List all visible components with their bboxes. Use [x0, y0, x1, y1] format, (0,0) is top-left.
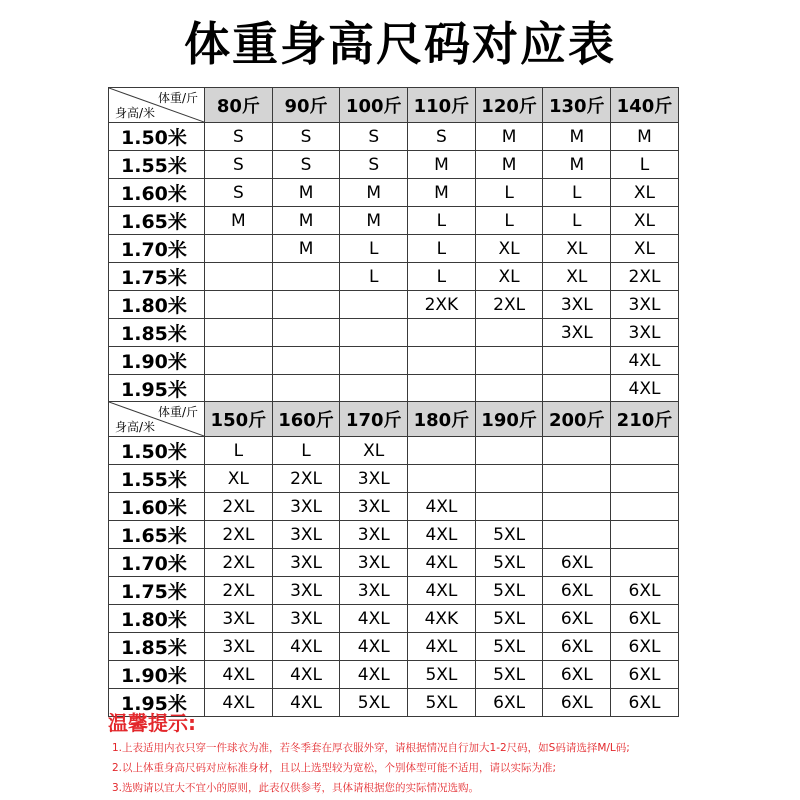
tips-list — [112, 738, 792, 798]
size-cell — [272, 347, 340, 375]
size-cell — [272, 263, 340, 291]
size-cell — [272, 319, 340, 347]
weight-header: 200斤 — [543, 402, 611, 437]
size-cell — [408, 347, 476, 375]
size-cell — [340, 347, 408, 375]
size-cell: 3XL — [205, 605, 273, 633]
size-cell: 2XL — [205, 549, 273, 577]
table-row — [109, 661, 679, 689]
size-cell — [475, 465, 543, 493]
size-cell: XL — [611, 179, 679, 207]
size-cell: 3XL — [340, 521, 408, 549]
size-cell: XL — [543, 263, 611, 291]
tip-line: 1.上表适用内衣只穿一件球衣为准，若冬季套在厚衣服外穿，请根据情况自行加大1-2尺码，如S码请选择M/L码; — [112, 742, 630, 754]
corner-weight-label: 体重/斤 — [157, 405, 198, 419]
size-cell: M — [205, 207, 273, 235]
size-cell: 4XL — [272, 689, 340, 717]
size-cell: 6XL — [543, 605, 611, 633]
size-cell: 2XL — [205, 577, 273, 605]
size-cell: 3XL — [543, 319, 611, 347]
size-cell: M — [475, 151, 543, 179]
weight-header: 210斤 — [611, 402, 679, 437]
height-cell: 1.65米 — [109, 207, 205, 235]
size-cell — [340, 291, 408, 319]
height-cell: 1.65米 — [109, 521, 205, 549]
table-row — [109, 151, 679, 179]
table-row — [109, 633, 679, 661]
table-row — [109, 577, 679, 605]
height-cell: 1.55米 — [109, 465, 205, 493]
size-cell: L — [340, 235, 408, 263]
tips-title: 温馨提示: — [108, 711, 196, 735]
size-cell: M — [408, 151, 476, 179]
size-cell: 4XL — [408, 493, 476, 521]
size-cell: 3XL — [543, 291, 611, 319]
size-cell: 6XL — [543, 549, 611, 577]
page-title: 体重身高尺码对应表 — [184, 17, 616, 71]
size-cell: M — [340, 179, 408, 207]
size-cell — [205, 347, 273, 375]
size-cell: 4XL — [340, 661, 408, 689]
size-cell — [475, 375, 543, 403]
size-cell — [475, 319, 543, 347]
table-row — [109, 549, 679, 577]
size-cell: 2XL — [205, 493, 273, 521]
size-cell: 5XL — [475, 633, 543, 661]
size-cell — [408, 465, 476, 493]
height-cell: 1.80米 — [109, 605, 205, 633]
size-cell: 4XL — [340, 633, 408, 661]
weight-header: 110斤 — [408, 88, 476, 123]
size-table-2 — [108, 401, 679, 717]
size-cell: 3XL — [340, 493, 408, 521]
size-cell: 2XL — [475, 291, 543, 319]
size-cell: M — [272, 179, 340, 207]
weight-header: 140斤 — [611, 88, 679, 123]
size-cell — [408, 319, 476, 347]
height-cell: 1.95米 — [109, 375, 205, 403]
size-cell: 6XL — [611, 689, 679, 717]
size-cell: L — [408, 235, 476, 263]
size-cell: 4XL — [205, 689, 273, 717]
size-cell: 4XL — [611, 347, 679, 375]
size-cell: 3XL — [205, 633, 273, 661]
weight-header: 130斤 — [543, 88, 611, 123]
size-cell: S — [205, 123, 273, 151]
size-cell: S — [205, 151, 273, 179]
weight-header: 90斤 — [272, 88, 340, 123]
corner-height-label: 身高/米 — [115, 106, 156, 120]
size-cell: 6XL — [611, 577, 679, 605]
size-cell: S — [205, 179, 273, 207]
table-row — [109, 465, 679, 493]
height-cell: 1.80米 — [109, 291, 205, 319]
size-cell — [543, 437, 611, 465]
size-cell: 2XL — [272, 465, 340, 493]
weight-header: 160斤 — [272, 402, 340, 437]
weight-header: 120斤 — [475, 88, 543, 123]
size-cell: M — [408, 179, 476, 207]
size-cell — [272, 375, 340, 403]
size-cell: XL — [611, 207, 679, 235]
size-cell — [340, 375, 408, 403]
size-cell: 4XL — [408, 577, 476, 605]
size-cell: 4XL — [408, 633, 476, 661]
size-cell: M — [543, 151, 611, 179]
size-cell: XL — [543, 235, 611, 263]
table-row — [109, 179, 679, 207]
size-cell: L — [272, 437, 340, 465]
size-cell: 3XL — [340, 465, 408, 493]
table-row — [109, 207, 679, 235]
size-cell: 3XL — [272, 549, 340, 577]
size-cell: M — [272, 235, 340, 263]
size-cell: M — [475, 123, 543, 151]
header-row — [109, 88, 679, 123]
size-cell — [205, 291, 273, 319]
height-cell: 1.90米 — [109, 661, 205, 689]
size-cell: 6XL — [611, 661, 679, 689]
size-cell: 2XL — [611, 263, 679, 291]
header-row — [109, 402, 679, 437]
size-cell: 5XL — [475, 549, 543, 577]
size-cell: L — [475, 207, 543, 235]
size-cell: S — [340, 123, 408, 151]
size-cell: M — [272, 207, 340, 235]
table-row — [109, 235, 679, 263]
height-cell: 1.90米 — [109, 347, 205, 375]
size-cell: 6XL — [543, 633, 611, 661]
size-cell: XL — [340, 437, 408, 465]
size-cell — [272, 291, 340, 319]
size-cell — [205, 319, 273, 347]
size-cell: 2XK — [408, 291, 476, 319]
size-cell: L — [408, 263, 476, 291]
size-cell: 3XL — [611, 319, 679, 347]
size-cell — [543, 465, 611, 493]
size-cell: L — [205, 437, 273, 465]
size-cell: 5XL — [475, 661, 543, 689]
weight-header: 100斤 — [340, 88, 408, 123]
size-cell: L — [340, 263, 408, 291]
size-cell: L — [408, 207, 476, 235]
size-cell: 3XL — [272, 605, 340, 633]
size-cell — [611, 521, 679, 549]
size-cell: S — [272, 151, 340, 179]
size-cell: 3XL — [611, 291, 679, 319]
size-cell: 5XL — [340, 689, 408, 717]
size-cell: XL — [205, 465, 273, 493]
size-cell: L — [543, 179, 611, 207]
size-cell: 4XL — [205, 661, 273, 689]
size-cell: 5XL — [475, 521, 543, 549]
corner-cell — [109, 402, 205, 437]
weight-header: 80斤 — [205, 88, 273, 123]
size-cell: 3XL — [340, 577, 408, 605]
size-cell: 5XL — [475, 605, 543, 633]
table-row — [109, 319, 679, 347]
size-cell — [611, 493, 679, 521]
size-cell — [205, 263, 273, 291]
size-cell: 4XL — [611, 375, 679, 403]
table-row — [109, 291, 679, 319]
size-cell — [543, 347, 611, 375]
size-cell: 6XL — [611, 633, 679, 661]
size-cell — [340, 319, 408, 347]
size-cell: S — [272, 123, 340, 151]
table-row — [109, 375, 679, 403]
height-cell: 1.85米 — [109, 633, 205, 661]
size-cell: 6XL — [475, 689, 543, 717]
weight-header: 150斤 — [205, 402, 273, 437]
size-cell: 3XL — [272, 521, 340, 549]
corner-cell — [109, 88, 205, 123]
height-cell: 1.70米 — [109, 235, 205, 263]
size-cell: 6XL — [611, 605, 679, 633]
size-cell: 4XL — [408, 521, 476, 549]
weight-header: 170斤 — [340, 402, 408, 437]
size-cell — [408, 437, 476, 465]
table-row — [109, 521, 679, 549]
size-cell — [611, 437, 679, 465]
size-cell — [205, 375, 273, 403]
height-cell: 1.55米 — [109, 151, 205, 179]
size-cell — [543, 521, 611, 549]
size-cell: L — [543, 207, 611, 235]
size-cell: 5XL — [408, 689, 476, 717]
weight-header: 190斤 — [475, 402, 543, 437]
table-row — [109, 263, 679, 291]
height-cell: 1.70米 — [109, 549, 205, 577]
size-cell: M — [611, 123, 679, 151]
size-cell: 3XL — [340, 549, 408, 577]
corner-height-label: 身高/米 — [115, 420, 156, 434]
size-cell: XL — [475, 235, 543, 263]
size-cell: 5XL — [475, 577, 543, 605]
size-cell: 4XL — [340, 605, 408, 633]
size-cell: S — [340, 151, 408, 179]
size-cell: S — [408, 123, 476, 151]
size-table-1 — [108, 87, 679, 403]
height-cell: 1.60米 — [109, 179, 205, 207]
size-cell — [543, 493, 611, 521]
height-cell: 1.50米 — [109, 437, 205, 465]
table-row — [109, 493, 679, 521]
size-cell: 5XL — [408, 661, 476, 689]
size-cell: 4XL — [272, 661, 340, 689]
size-cell: 3XL — [272, 493, 340, 521]
size-cell — [205, 235, 273, 263]
table-row — [109, 347, 679, 375]
size-cell — [543, 375, 611, 403]
size-cell: 4XK — [408, 605, 476, 633]
size-cell: L — [611, 151, 679, 179]
size-cell — [475, 437, 543, 465]
size-cell — [611, 549, 679, 577]
height-cell: 1.75米 — [109, 263, 205, 291]
size-cell — [475, 493, 543, 521]
size-cell: 3XL — [272, 577, 340, 605]
size-cell: M — [340, 207, 408, 235]
height-cell: 1.75米 — [109, 577, 205, 605]
corner-weight-label: 体重/斤 — [157, 91, 198, 105]
size-cell: 6XL — [543, 577, 611, 605]
weight-header: 180斤 — [408, 402, 476, 437]
size-cell — [408, 375, 476, 403]
table-row — [109, 123, 679, 151]
size-cell: 4XL — [272, 633, 340, 661]
table-row — [109, 437, 679, 465]
size-cell: 6XL — [543, 689, 611, 717]
size-cell — [475, 347, 543, 375]
size-cell: XL — [475, 263, 543, 291]
height-cell: 1.50米 — [109, 123, 205, 151]
size-cell: 4XL — [408, 549, 476, 577]
size-cell: 2XL — [205, 521, 273, 549]
height-cell: 1.85米 — [109, 319, 205, 347]
size-cell — [611, 465, 679, 493]
size-cell: XL — [611, 235, 679, 263]
height-cell: 1.60米 — [109, 493, 205, 521]
size-cell: L — [475, 179, 543, 207]
tip-line: 2.以上体重身高尺码对应标准身材，且以上选型较为宽松，个别体型可能不适用，请以实际为准; — [112, 762, 557, 774]
table-row — [109, 605, 679, 633]
size-cell: M — [543, 123, 611, 151]
height-cell: 1.95米 — [109, 689, 205, 717]
size-cell: 6XL — [543, 661, 611, 689]
tip-line: 3.选购请以宜大不宜小的原则，此表仅供参考，具体请根据您的实际情况选购。 — [112, 782, 480, 794]
